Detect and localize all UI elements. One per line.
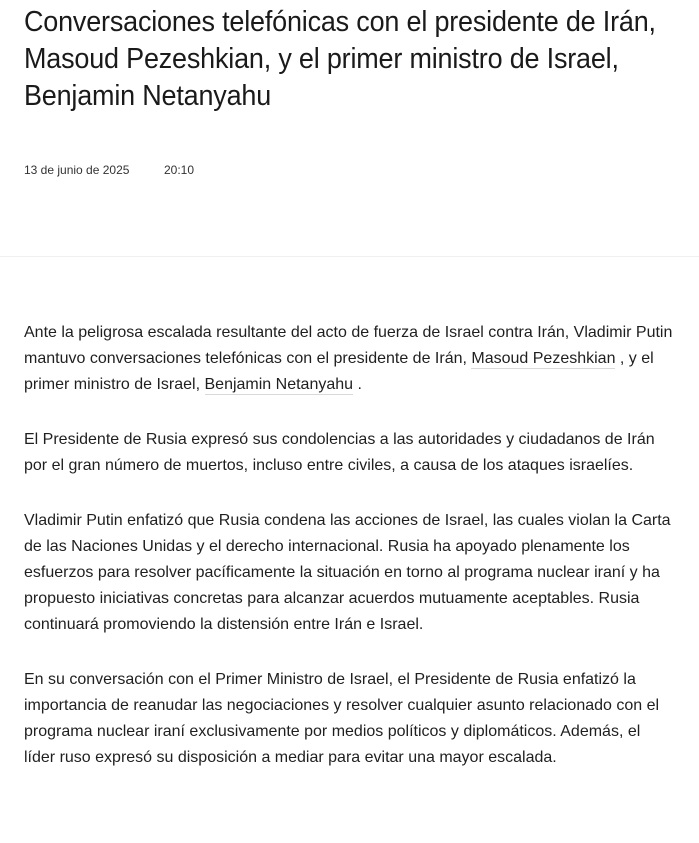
publish-date: 13 de junio de 2025 [24,163,130,177]
article-title: Conversaciones telefónicas con el presidente de Irán, Masoud Pezeshkian, y el primer ministro de Israel, Benjamin Netanyahu [24,6,656,112]
paragraph-1-text-before: Ante la peligrosa escalada resultante del acto de fuerza de Israel contra Irán, Vladimir Putin mantuvo conversaciones telefónicas con el presidente de Irán, [24,324,673,367]
article-meta [24,163,194,177]
paragraph-1-text-after: . [353,376,362,393]
paragraph-2: El Presidente de Rusia expresó sus condolencias a las autoridades y ciudadanos de Irán por el gran número de muertos, incluso entre civiles, a causa de los ataques israelíes. [24,431,655,474]
netanyahu-link[interactable]: Benjamin Netanyahu [204,376,354,393]
pezeshkian-link[interactable]: Masoud Pezeshkian [471,350,616,367]
paragraph-1 [24,320,674,398]
header-divider [0,256,699,257]
paragraph-3: Vladimir Putin enfatizó que Rusia condena las acciones de Israel, las cuales violan la Carta de las Naciones Unidas y el derecho internacional. Rusia ha apoyado plenamente los esfuerzos para resolver pacíficamente la situación en torno al programa nuclear iraní y ha propuesto iniciativas concretas para alcanzar acuerdos mutuamente aceptables. Rusia continuará promoviendo la distensión entre Irán e Israel. [24,512,671,633]
publish-time: 20:10 [164,163,195,177]
article-header [24,4,684,115]
article-body [24,320,674,797]
paragraph-1-text-middle: , y el primer ministro de Israel, [24,350,654,393]
paragraph-4: En su conversación con el Primer Ministro de Israel, el Presidente de Rusia enfatizó la importancia de reanudar las negociaciones y resolver cualquier asunto relacionado con el programa nuclear iraní exclusivamente por medios políticos y diplomáticos. Además, el líder ruso expresó su disposición a mediar para evitar una mayor escalada. [24,671,660,766]
